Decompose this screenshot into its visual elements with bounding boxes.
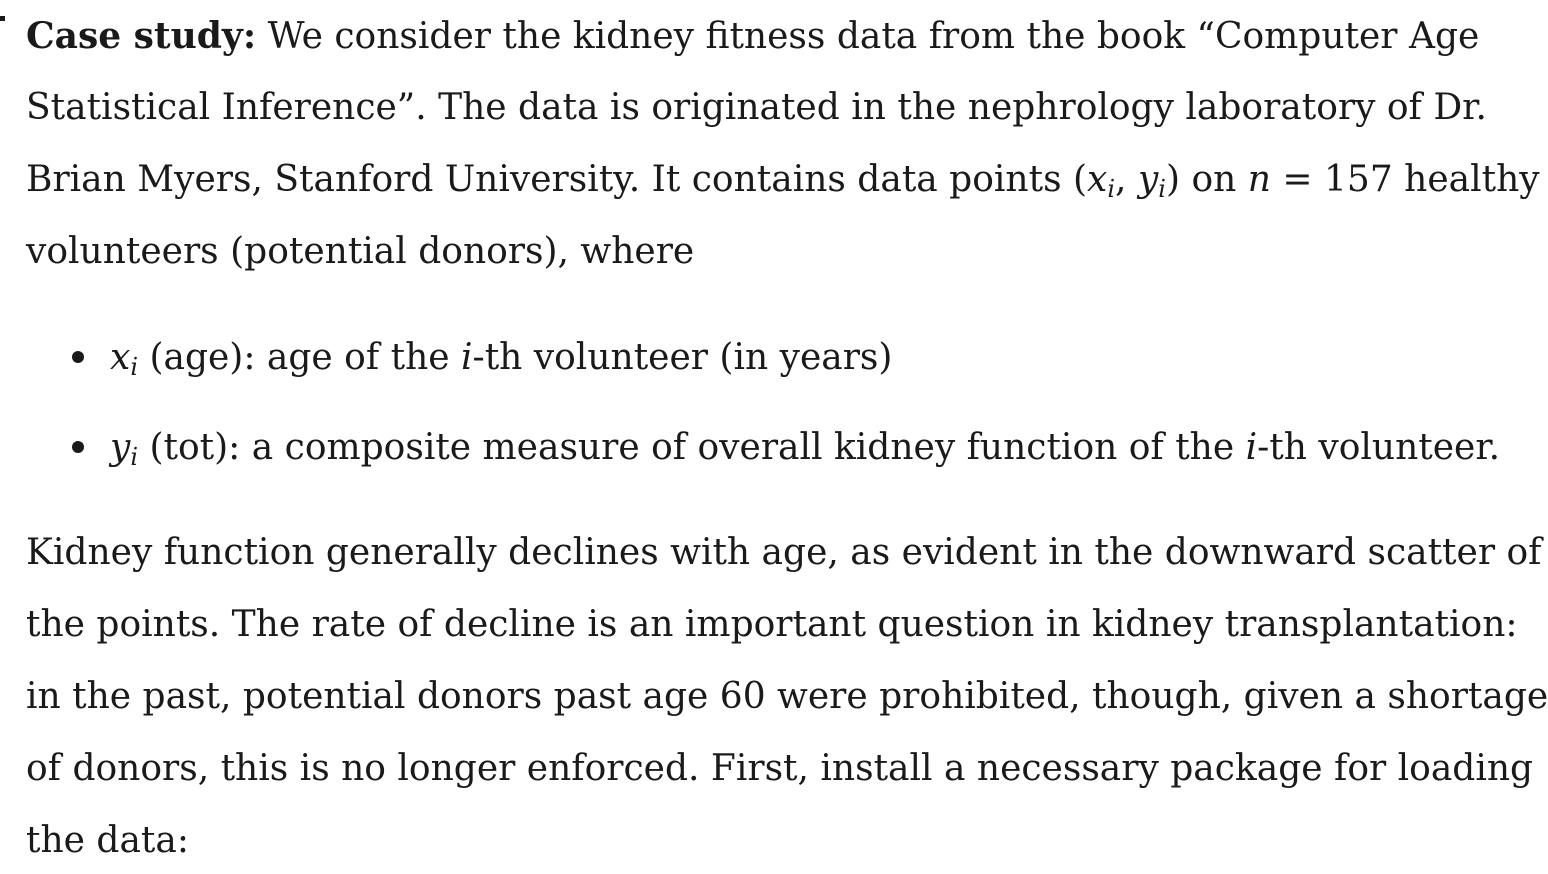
paragraph2-line5: the data: bbox=[26, 820, 189, 861]
paragraph1-line3-text: Brian Myers, Stanford University. It contains data points bbox=[26, 159, 1073, 200]
paragraph1-line3 bbox=[26, 158, 1540, 203]
paragraph2-line2: the points. The rate of decline is an important question in kidney transplantation: bbox=[26, 604, 1518, 645]
bullet-tot-text: (tot): a composite measure of overall kidney function of the bbox=[138, 427, 1246, 468]
bullet-age-text: (age): age of the bbox=[138, 337, 462, 378]
sample-size-text: = 157 healthy bbox=[1270, 159, 1540, 200]
i-variable: i bbox=[1245, 427, 1258, 468]
paragraph1-line2: Statistical Inference”. The data is originated in the nephrology laboratory of Dr. bbox=[26, 87, 1487, 128]
bullet-dot-icon bbox=[72, 441, 84, 453]
bullet-tot-text-end: -th volunteer. bbox=[1257, 427, 1501, 468]
bullet-age-text-end: -th volunteer (in years) bbox=[472, 337, 893, 378]
paragraph2-line3: in the past, potential donors past age 60 were prohibited, though, given a shortage bbox=[26, 676, 1548, 717]
bullet-item-age bbox=[72, 336, 1438, 380]
x-variable: $x_i$ bbox=[110, 337, 138, 381]
paragraph2-line4: of donors, this is no longer enforced. First, install a necessary package for loading bbox=[26, 748, 1534, 789]
paragraph1-line1-text: We consider the kidney fitness data from the book “Computer Age bbox=[256, 16, 1480, 57]
y-variable: $y_i$ bbox=[110, 427, 139, 471]
n-variable: n bbox=[1247, 159, 1271, 200]
paragraph2-line1: Kidney function generally declines with age, as evident in the downward scatter of bbox=[26, 532, 1542, 573]
paragraph1-line4: volunteers (potential donors), where bbox=[26, 231, 695, 272]
bullet-item-tot bbox=[72, 426, 1501, 471]
case-study-label: Case study: bbox=[26, 15, 257, 57]
paragraph1-line1 bbox=[26, 14, 1480, 59]
on-text: on bbox=[1180, 159, 1248, 200]
list-marker bbox=[0, 16, 5, 21]
data-points-math: ($x_i$, $y_i$) bbox=[1073, 159, 1181, 203]
i-variable: i bbox=[461, 337, 473, 378]
bullet-dot-icon bbox=[72, 351, 84, 363]
